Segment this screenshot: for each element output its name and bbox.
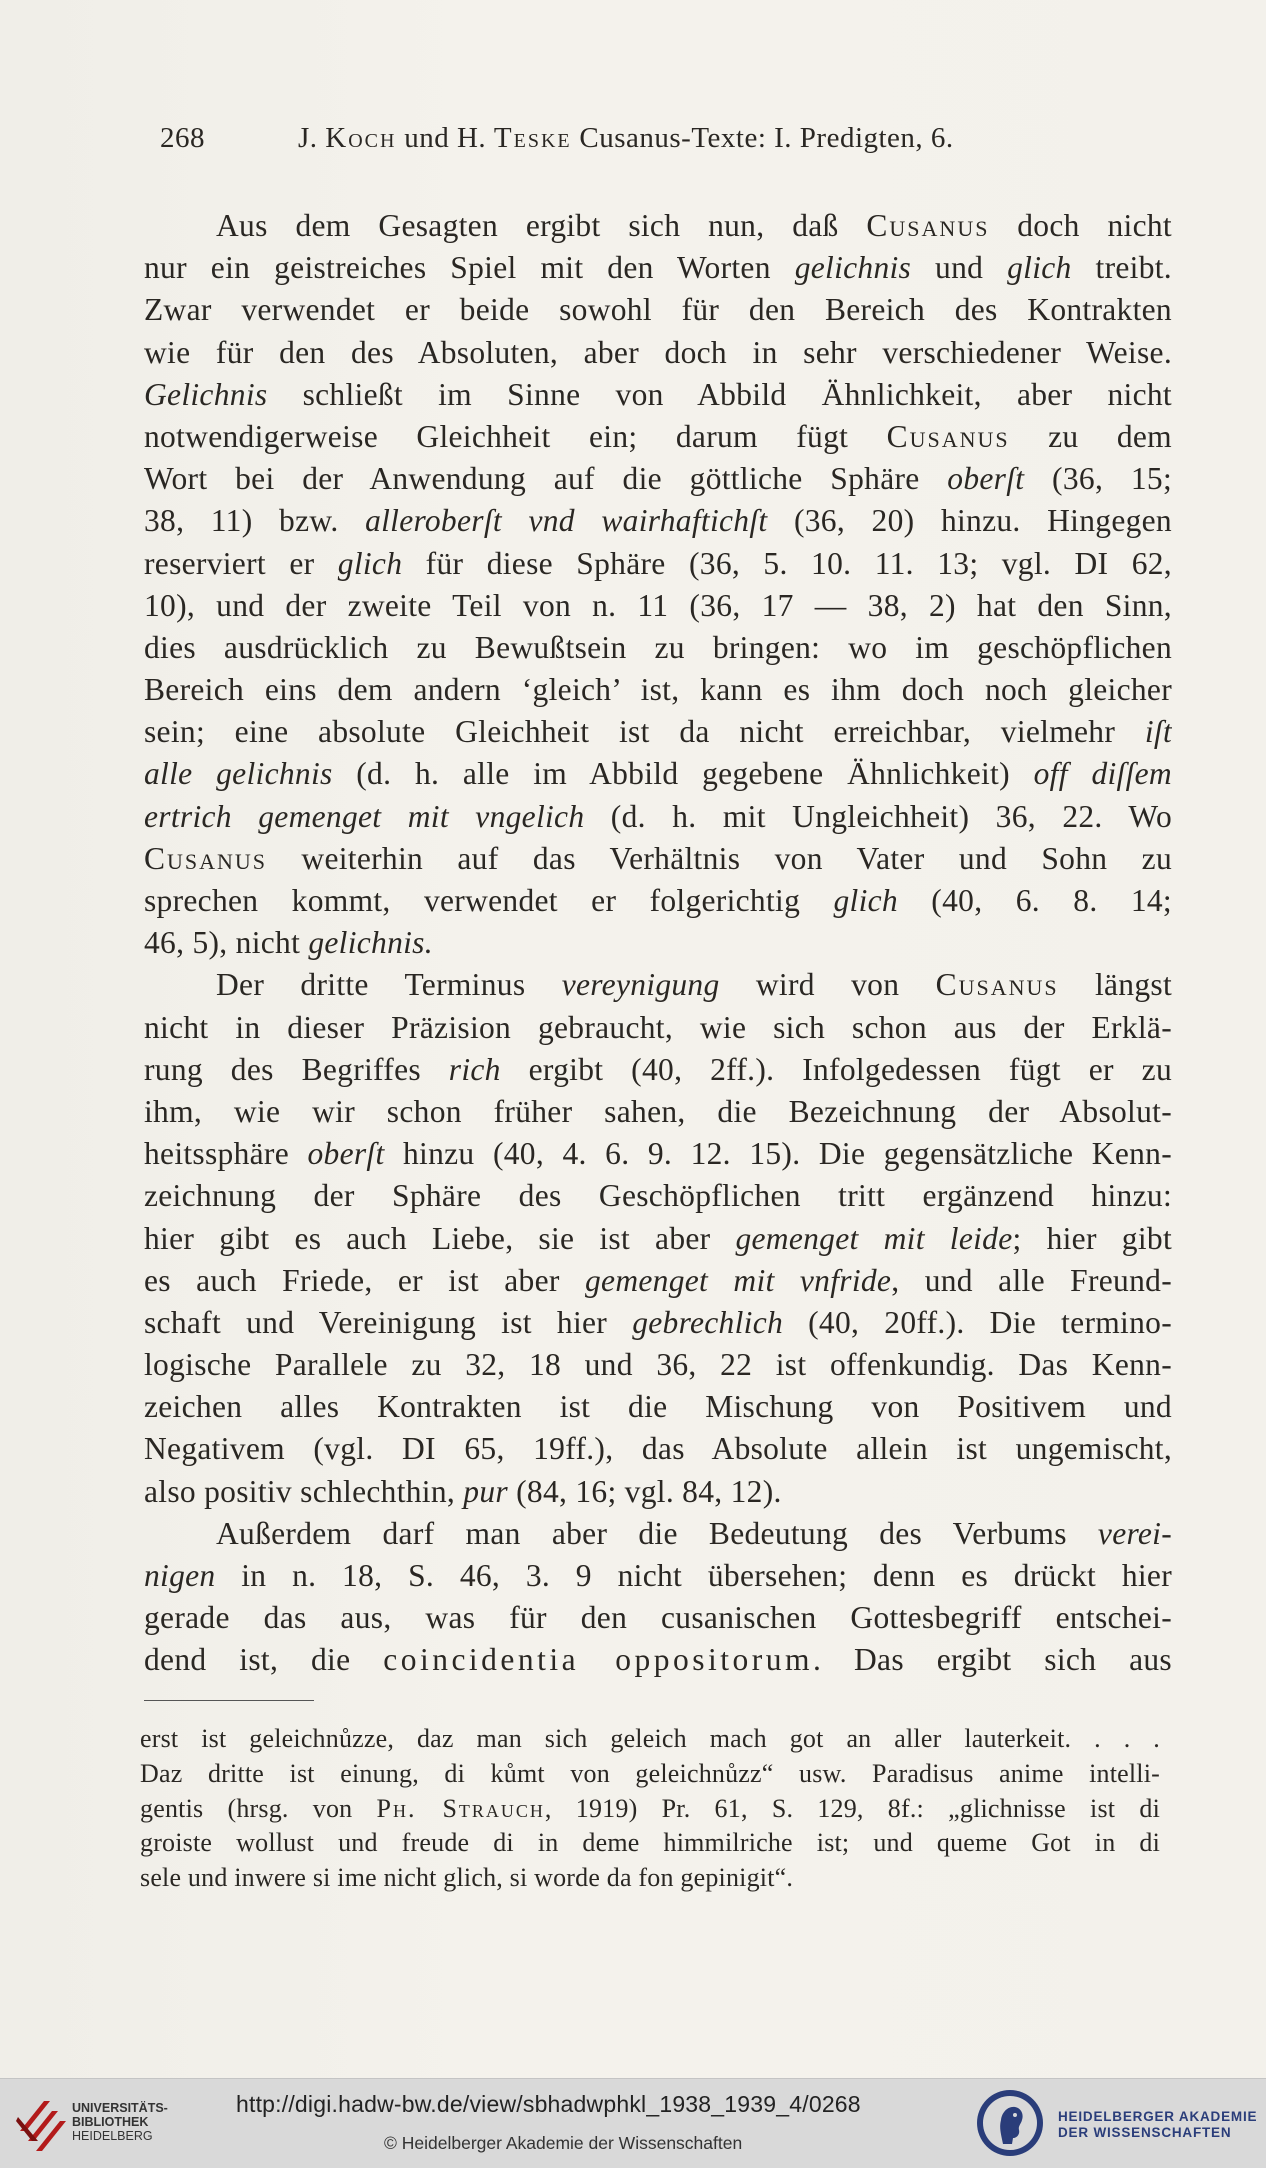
text-segment: alle gelichnis bbox=[144, 756, 333, 792]
text-segment: oberſt bbox=[947, 461, 1025, 497]
text-segment: hinzu (40, 4. 6. 9. 12. 15). Die gegensätzliche Kenn- bbox=[384, 1136, 1172, 1172]
text-segment: rung des Begriffes bbox=[144, 1051, 449, 1087]
text-line bbox=[144, 1386, 1172, 1428]
text-segment: (d. h. alle im Abbild gegebene Ähnlichkeit) bbox=[332, 756, 1034, 792]
footnote-rule bbox=[144, 1700, 314, 1701]
text-segment: wie für den des Absoluten, aber doch in sehr verschiedener Weise. bbox=[144, 334, 1172, 370]
text-line bbox=[144, 1302, 1172, 1344]
text-segment: pur bbox=[463, 1473, 508, 1509]
text-line bbox=[144, 1471, 1172, 1513]
text-segment: nicht in dieser Präzision gebraucht, wie sich schon aus der Erklä- bbox=[144, 1009, 1172, 1045]
text-line bbox=[144, 669, 1172, 711]
text-line bbox=[144, 1091, 1172, 1133]
text-segment: Daz dritte ist einung, di kůmt von geleichnůzz“ usw. Paradisus anime intelli- bbox=[140, 1758, 1160, 1788]
viewer-footer-bar bbox=[0, 2078, 1266, 2168]
text-line bbox=[144, 964, 1172, 1006]
text-segment: Aus dem Gesagten ergibt sich nun, daß bbox=[216, 208, 867, 243]
text-line bbox=[144, 922, 1172, 964]
text-line bbox=[144, 247, 1172, 289]
text-line bbox=[144, 753, 1172, 795]
text-segment: notwendigerweise Gleichheit ein; darum fügt bbox=[144, 418, 887, 454]
text-segment: gebrechlich bbox=[632, 1304, 784, 1340]
text-segment: und bbox=[911, 250, 1008, 286]
text-line bbox=[144, 1639, 1172, 1681]
text-line bbox=[144, 458, 1172, 500]
text-segment: reserviert er bbox=[144, 545, 338, 581]
text-segment: dend ist, die bbox=[144, 1642, 384, 1678]
main-text bbox=[144, 205, 1172, 1682]
text-segment: in n. 18, S. 46, 3. 9 nicht übersehen; denn es drückt hier bbox=[215, 1558, 1172, 1593]
text-segment: sele und inwere si ime nicht glich, si worde da fon gepinigit“. bbox=[140, 1863, 794, 1893]
text-segment: iſt bbox=[1144, 714, 1172, 750]
text-line bbox=[144, 1597, 1172, 1639]
text-segment: (d. h. mit Ungleichheit) 36, 22. Wo bbox=[584, 798, 1172, 834]
text-line bbox=[144, 1049, 1172, 1091]
text-line bbox=[144, 289, 1172, 331]
text-segment: Bereich eins dem andern ‘gleich’ ist, kann es ihm doch noch gleicher bbox=[144, 672, 1172, 708]
text-line bbox=[144, 796, 1172, 838]
text-segment: gentis (hrsg. von bbox=[140, 1793, 377, 1823]
text-line bbox=[144, 205, 1172, 247]
text-segment: nigen bbox=[144, 1558, 216, 1593]
page-number: 268 bbox=[160, 122, 205, 154]
text-segment: off diſſem bbox=[1033, 756, 1172, 792]
text-line bbox=[144, 543, 1172, 585]
text-segment: (36, 15; bbox=[1024, 461, 1172, 497]
text-segment: vereynigung bbox=[561, 967, 720, 1003]
text-segment: Wort bei der Anwendung auf die göttliche Sphäre bbox=[144, 461, 948, 497]
text-segment: , 1919) Pr. 61, S. 129, 8f.: „glichnisse ist di bbox=[544, 1793, 1160, 1823]
text-line bbox=[144, 585, 1172, 627]
footnote bbox=[140, 1722, 1160, 1896]
text-segment: ergibt (40, 2ff.). Infolgedessen fügt er zu bbox=[500, 1051, 1172, 1087]
text-segment: (36, 20) hinzu. Hingegen bbox=[767, 503, 1172, 539]
text-segment: hier gibt es auch Liebe, sie ist aber bbox=[144, 1220, 736, 1256]
text-segment: Negativem (vgl. DI 65, 19ff.), das Absolute allein ist ungemischt, bbox=[144, 1431, 1172, 1467]
text-segment: alleroberſt vnd wairhaftichſt bbox=[365, 503, 768, 539]
permalink-url[interactable]: http://digi.hadw-bw.de/view/sbhadwphkl_1938_1939_4/0268 bbox=[236, 2091, 861, 2117]
text-segment: Cusanus bbox=[935, 967, 1059, 1003]
text-segment: groiste wollust und freude di in deme himmilriche ist; und queme Got in di bbox=[140, 1828, 1160, 1858]
text-line bbox=[144, 1218, 1172, 1260]
footnote-line bbox=[140, 1861, 1160, 1896]
text-line bbox=[144, 1133, 1172, 1175]
text-segment: Zwar verwendet er beide sowohl für den Bereich des Kontrakten bbox=[144, 292, 1172, 328]
text-line bbox=[144, 627, 1172, 669]
text-segment: es auch Friede, er ist aber bbox=[144, 1262, 585, 1298]
footnote-line bbox=[140, 1792, 1160, 1827]
text-line bbox=[144, 416, 1172, 458]
text-line bbox=[144, 711, 1172, 753]
text-line bbox=[144, 880, 1172, 922]
text-segment: glich bbox=[1007, 250, 1072, 286]
copyright-text: © Heidelberger Akademie der Wissenschaften bbox=[384, 2133, 743, 2153]
footnote-line bbox=[140, 1826, 1160, 1861]
text-segment: für diese Sphäre (36, 5. 10. 11. 13; vgl. DI 62, bbox=[402, 545, 1172, 581]
text-line bbox=[144, 1513, 1172, 1555]
text-segment: ertrich gemenget mit vngelich bbox=[144, 798, 585, 834]
text-segment: oberſt bbox=[307, 1136, 385, 1172]
text-segment: doch nicht bbox=[989, 208, 1172, 243]
text-segment: nur ein geistreiches Spiel mit den Worten bbox=[144, 250, 795, 286]
text-segment: ihm, wie wir schon früher sahen, die Bezeichnung der Absolut- bbox=[144, 1093, 1172, 1129]
text-segment: wird von bbox=[719, 967, 936, 1003]
text-segment: längst bbox=[1058, 967, 1172, 1003]
text-line bbox=[144, 1175, 1172, 1217]
text-segment: verei- bbox=[1097, 1515, 1172, 1551]
text-line bbox=[144, 332, 1172, 374]
header-text-1: J. bbox=[298, 122, 326, 154]
text-segment: also positiv schlechthin, bbox=[144, 1473, 464, 1509]
text-segment: zeichnung der Sphäre des Geschöpflichen tritt ergänzend hinzu: bbox=[144, 1178, 1172, 1214]
text-segment: erst ist geleichnůzze, daz man sich geleich mach got an aller lauterkeit. . . . bbox=[140, 1724, 1160, 1753]
text-line bbox=[144, 1428, 1172, 1470]
text-segment: zu dem bbox=[1009, 418, 1172, 454]
text-segment: gemenget mit vnfride bbox=[585, 1262, 892, 1298]
text-segment: , und alle Freund- bbox=[891, 1262, 1172, 1298]
text-segment: schaft und Vereinigung ist hier bbox=[144, 1304, 633, 1340]
text-segment: treibt. bbox=[1071, 250, 1172, 286]
text-segment: (84, 16; vgl. 84, 12). bbox=[507, 1473, 782, 1509]
text-segment: (40, 20ff.). Die termino- bbox=[783, 1304, 1172, 1340]
header-author-2: Teske bbox=[493, 122, 572, 154]
text-segment: weiterhin auf das Verhältnis von Vater und Sohn zu bbox=[267, 840, 1172, 876]
text-segment: Außerdem darf man aber die Bedeutung des Verbums bbox=[216, 1515, 1098, 1551]
text-segment: . Das ergibt sich aus bbox=[812, 1642, 1172, 1678]
text-segment: (40, 6. 8. 14; bbox=[897, 883, 1172, 918]
text-line bbox=[144, 1007, 1172, 1049]
text-line bbox=[144, 1260, 1172, 1302]
footnote-line bbox=[140, 1757, 1160, 1792]
header-text-2: und H. bbox=[396, 122, 494, 154]
text-segment: gemenget mit leide bbox=[735, 1220, 1013, 1256]
running-header bbox=[160, 122, 1055, 155]
text-line bbox=[144, 1344, 1172, 1386]
text-segment: Cusanus bbox=[866, 208, 990, 243]
header-author-1: Koch bbox=[325, 122, 397, 154]
header-title: Cusanus-Texte: I. Predigten, 6. bbox=[571, 122, 954, 154]
text-segment: Der dritte Terminus bbox=[216, 967, 562, 1003]
text-segment: 10), und der zweite Teil von n. 11 (36, 17 — 38, 2) hat den Sinn, bbox=[144, 587, 1172, 623]
text-segment: coincidentia oppositorum bbox=[383, 1642, 813, 1678]
text-line bbox=[144, 374, 1172, 416]
text-segment: 46, 5), nicht bbox=[144, 925, 309, 961]
university-library-name: UNIVERSITÄTS- BIBLIOTHEK HEIDELBERG bbox=[72, 2101, 168, 2143]
text-segment: glich bbox=[833, 883, 898, 918]
text-segment: Ph. Strauch bbox=[376, 1793, 545, 1823]
text-segment: zeichen alles Kontrakten ist die Mischung von Positivem und bbox=[144, 1389, 1172, 1425]
text-segment: dies ausdrücklich zu Bewußtsein zu bringen: wo im geschöpflichen bbox=[144, 629, 1172, 665]
text-segment: sein; eine absolute Gleichheit ist da nicht erreichbar, vielmehr bbox=[144, 714, 1145, 750]
text-segment: logische Parallele zu 32, 18 und 36, 22 ist offenkundig. Das Kenn- bbox=[144, 1347, 1172, 1383]
university-library-logo-icon bbox=[14, 2091, 74, 2155]
text-segment: Gelichnis bbox=[144, 376, 268, 412]
text-line bbox=[144, 1555, 1172, 1597]
text-segment: ; hier gibt bbox=[1012, 1220, 1172, 1256]
text-line bbox=[144, 500, 1172, 542]
text-segment: schließt im Sinne von Abbild Ähnlichkeit, aber nicht bbox=[267, 376, 1172, 412]
text-segment: sprechen kommt, verwendet er folgerichtig bbox=[144, 883, 834, 918]
footnote-line bbox=[140, 1722, 1160, 1757]
text-segment: Cusanus bbox=[886, 418, 1010, 454]
text-segment: gelichnis bbox=[794, 250, 912, 286]
text-segment: heitssphäre bbox=[144, 1136, 308, 1172]
text-line bbox=[144, 838, 1172, 880]
academy-seal-icon bbox=[975, 2088, 1045, 2158]
academy-name: HEIDELBERGER AKADEMIE DER WISSENSCHAFTEN bbox=[1058, 2109, 1258, 2140]
text-segment: rich bbox=[448, 1051, 501, 1087]
text-segment: Cusanus bbox=[144, 840, 268, 876]
text-segment: 38, 11) bzw. bbox=[144, 503, 366, 539]
text-segment: gerade das aus, was für den cusanischen Gottesbegriff entschei- bbox=[144, 1600, 1172, 1636]
text-segment: gelichnis. bbox=[308, 925, 433, 961]
text-segment: glich bbox=[337, 545, 403, 581]
